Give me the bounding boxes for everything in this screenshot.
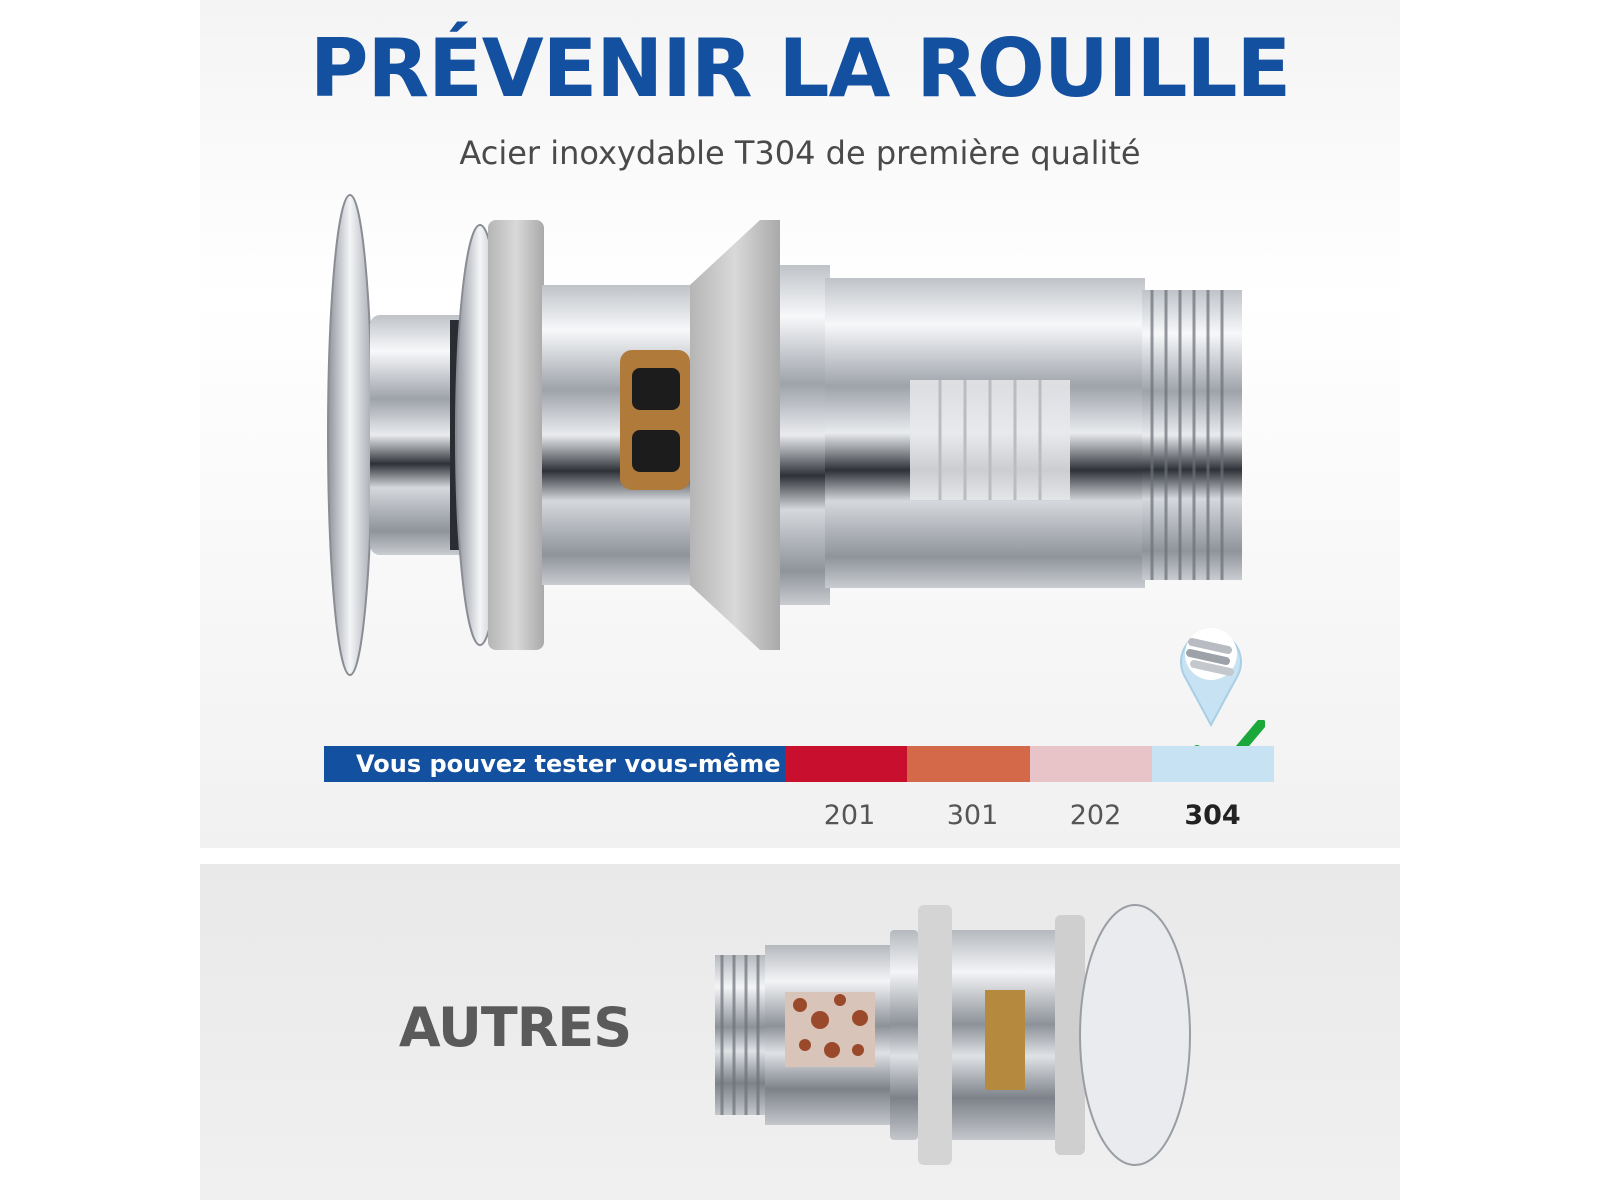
grade-label-301: 301 — [946, 800, 999, 831]
grade-label-202: 202 — [1069, 800, 1122, 831]
steel-grade-test-bar — [324, 746, 1274, 782]
grade-201-swatch — [785, 746, 907, 782]
drain-product-image — [320, 190, 1280, 680]
grade-label-201: 201 — [823, 800, 876, 831]
competitor-drain-image — [710, 900, 1210, 1170]
test-bar-label: Vous pouvez tester vous-même — [324, 746, 785, 782]
grade-202-swatch — [1030, 746, 1152, 782]
page-title: PRÉVENIR LA ROUILLE — [309, 22, 1291, 115]
others-label: AUTRES — [398, 996, 632, 1059]
steel-rods-pin-icon — [1176, 620, 1246, 730]
grade-label-304: 304 — [1184, 800, 1241, 831]
grade-301-swatch — [907, 746, 1029, 782]
page-subtitle: Acier inoxydable T304 de première qualité — [459, 134, 1141, 172]
grade-304-swatch — [1152, 746, 1274, 782]
